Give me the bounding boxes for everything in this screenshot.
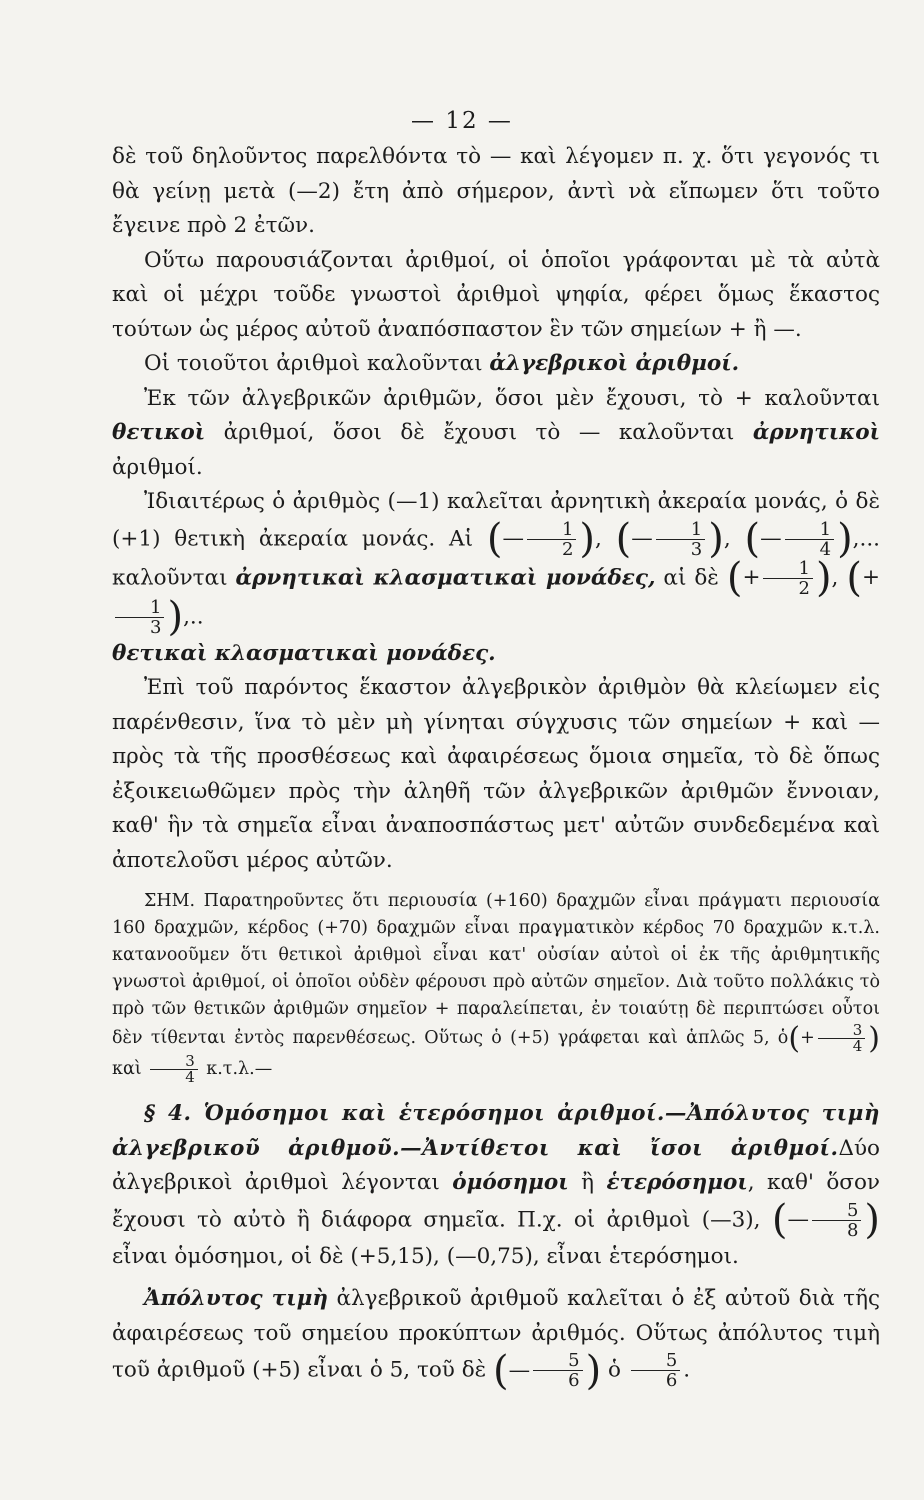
section-paragraph xyxy=(112,1097,880,1274)
paragraph-4 xyxy=(112,382,880,486)
p5-text-d: ,.. xyxy=(183,604,204,629)
neg-fraction-1: (— $\frac{1}{2}$ ) xyxy=(486,515,596,562)
term-negative: ἀρνητικοὶ xyxy=(752,420,880,445)
paragraph-6: Ἐπὶ τοῦ παρόντος ἕκαστον ἀλγεβρικὸν ἀριθμὸν θὰ κλείωμεν εἰς παρένθεσιν, ἵνα τὸ μὲν μὴ γίνηται σύγχυσις τῶν σημείων + καὶ — πρὸς τὰ τῆς προσθέσεως καὶ ἀφαιρέσεως ὅμοια σημεῖα, τὸ δὲ ὅπως ἐξοικειωθῶμεν πρὸς τὴν ἀληθῆ τῶν ἀλγεβρικῶν ἀριθμῶν ἔννοιαν, καθ' ἣν τὰ σημεῖα εἶναι ἀναποσπάστως μετ' αὐτῶν συνδεδεμένα καὶ ἀποτελοῦσι μέρος αὐτῶν. xyxy=(112,675,880,873)
term-positive-fractional-units: θετικαὶ κλασματικαὶ μονάδες. xyxy=(112,640,496,666)
note-fraction-1: (+ $\frac{3}{4}$ ) xyxy=(788,1021,880,1056)
p4-text-c: ἀριθμοί. xyxy=(112,454,203,480)
term-positive: θετικοὶ xyxy=(112,420,206,445)
note-paragraph xyxy=(112,888,880,1085)
section-heading: Ὁμόσημοι καὶ ἑτερόσημοι ἀριθμοί.—Ἀπόλυτος τιμὴ ἀλγεβρικοῦ ἀριθμοῦ.—Ἀντίθετοι καὶ ἴσοι ἀριθμοί. xyxy=(112,1101,880,1161)
note-fraction-2: $\frac{3}{4}$ xyxy=(150,1054,198,1085)
paragraph-1: δὲ τοῦ δηλοῦντος παρελθόντα τὸ — καὶ λέγομεν π. χ. ὅτι γεγονός τι θὰ γείνῃ μετὰ (—2) ἔτη ἀπὸ σήμερον, ἀντὶ νὰ εἴπωμεν ὅτι τοῦτο ἔγεινε πρὸ 2 ἐτῶν. xyxy=(112,144,880,238)
section-fraction: (— $\frac{5}{8}$ ) xyxy=(771,1196,880,1243)
section-text-a: Δύο ἀλγεβρικοὶ ἀριθμοὶ λέγονται xyxy=(112,1135,880,1195)
term-algebraic-numbers: ἀλγεβρικοὶ ἀριθμοί. xyxy=(489,351,740,376)
note-text-c: κ.τ.λ.— xyxy=(200,1059,273,1079)
section-text-b: ἢ xyxy=(568,1170,607,1195)
page-number: — 12 — xyxy=(411,108,513,134)
p8-text-b: ὁ xyxy=(601,1357,628,1383)
p4-text-a: Ἐκ τῶν ἀλγεβρικῶν ἀριθμῶν, ὅσοι μὲν ἔχουσι, τὸ + καλοῦνται xyxy=(144,385,880,411)
term-opposite-sign: ἑτερόσημοι xyxy=(606,1170,748,1195)
neg-fraction-3: (— $\frac{1}{4}$ ) xyxy=(744,515,853,562)
p5-text-c: αἱ δὲ xyxy=(655,565,719,590)
paragraph-5: Ἰδιαιτέρως ὁ ἀριθμὸς (—1) καλεῖται ἀρνητικὴ ἀκεραία μονάς, ὁ δὲ (+1) θετικὴ ἀκεραία μονάς. Αἱ (— $\frac{1}{2}$ ), (— $\frac{1}{3}$ ), (— $\frac{1}{4}$ ),... καλοῦνται ἀρνητικαὶ κλασματικαὶ μονάδες, αἱ δὲ (+ $\frac{1}{2}$ ), (+ $\frac{1}{3}$ ),.. θετικαὶ κλασματικαὶ μονάδες. xyxy=(112,489,881,666)
term-negative-fractional-units: ἀρνητικαὶ κλασματικαὶ μονάδες, xyxy=(235,565,656,590)
pos-fraction-2: (+ $\frac{1}{3}$ ) xyxy=(112,565,880,629)
section-mark: § 4. xyxy=(144,1101,192,1126)
paragraph-absolute-value xyxy=(112,1282,880,1394)
paragraph-3 xyxy=(112,347,880,382)
note-label: ΣΗΜ. xyxy=(144,891,196,911)
note-text-b: καὶ xyxy=(112,1059,148,1079)
p3-text-a: Οἱ τοιοῦτοι ἀριθμοὶ καλοῦνται xyxy=(144,351,490,376)
abs-fraction-1: (— $\frac{5}{6}$ ) xyxy=(493,1347,602,1394)
p5-text-a: Ἰδιαιτέρως ὁ ἀριθμὸς (—1) καλεῖται ἀρνητικὴ ἀκεραία μονάς, ὁ δὲ (+1) θετικὴ ἀκεραία μονάς. Αἱ xyxy=(112,489,880,551)
paragraph-2: Οὕτω παρουσιάζονται ἀριθμοί, οἱ ὁποῖοι γράφονται μὲ τὰ αὐτὰ καὶ οἱ μέχρι τοῦδε γνωστοὶ ἀριθμοὶ ψηφία, φέρει ὅμως ἕκαστος τούτων ὡς μέρος αὐτοῦ ἀναπόσπαστον ἓν τῶν σημείων + ἢ —. xyxy=(112,247,880,342)
p8-text-c: . xyxy=(683,1357,691,1383)
p5-text-b: ,... καλοῦνται xyxy=(112,526,881,590)
term-absolute-value: Ἀπόλυτος τιμὴ xyxy=(144,1286,329,1311)
section-text-c: , καθ' ὅσον ἔχουσι τὸ αὐτὸ ἢ διάφορα σημεῖα. Π.χ. οἱ ἀριθμοὶ (—3), xyxy=(112,1170,880,1232)
pos-fraction-1: (+ $\frac{1}{2}$ ) xyxy=(726,554,832,601)
p8-text-a: ἀλγεβρικοῦ ἀριθμοῦ καλεῖται ὁ ἐξ αὐτοῦ διὰ τῆς ἀφαιρέσεως τοῦ σημείου προκύπτων ἀριθμός. Οὕτως ἀπόλυτος τιμὴ τοῦ ἀριθμοῦ (+5) εἶναι ὁ 5, τοῦ δὲ xyxy=(112,1286,880,1383)
note-text-a: Παρατηροῦντες ὅτι περιουσία (+160) δραχμῶν εἶναι πράγματι περιουσία 160 δραχμῶν, κέρδος (+70) δραχμῶν εἶναι πραγματικὸν κέρδος 70 δραχμῶν κ.τ.λ. κατανοοῦμεν ὅτι θετικοὶ ἀριθμοὶ εἶναι κατ' οὐσίαν αὐτοὶ οἱ ἐκ τῆς ἀριθμητικῆς γνωστοὶ ἀριθμοί, οἱ ὁποῖοι οὐδὲν φέρουσι πρὸ αὐτῶν σημεῖον. Διὰ τοῦτο πολλάκις τὸ πρὸ τῶν θετικῶν ἀριθμῶν σημεῖον + παραλείπεται, ἐν τοιαύτῃ δὲ περιπτώσει οὗτοι δὲν τίθενται ἐντὸς παρενθέσεως. Οὕτως ὁ (+5) γράφεται καὶ ἁπλῶς 5, ὁ xyxy=(112,891,880,1048)
abs-fraction-2: $\frac{5}{6}$ xyxy=(631,1351,680,1390)
p4-text-b: ἀριθμοί, ὅσοι δὲ ἔχουσι τὸ — καλοῦνται xyxy=(205,420,753,445)
page-body xyxy=(112,140,881,1394)
term-same-sign: ὁμόσημοι xyxy=(452,1170,569,1195)
neg-fraction-2: (— $\frac{1}{3}$ ) xyxy=(615,515,724,562)
section-text-d: εἶναι ὁμόσημοι, οἱ δὲ (+5,15), (—0,75), εἶναι ἑτερόσημοι. xyxy=(112,1243,739,1269)
